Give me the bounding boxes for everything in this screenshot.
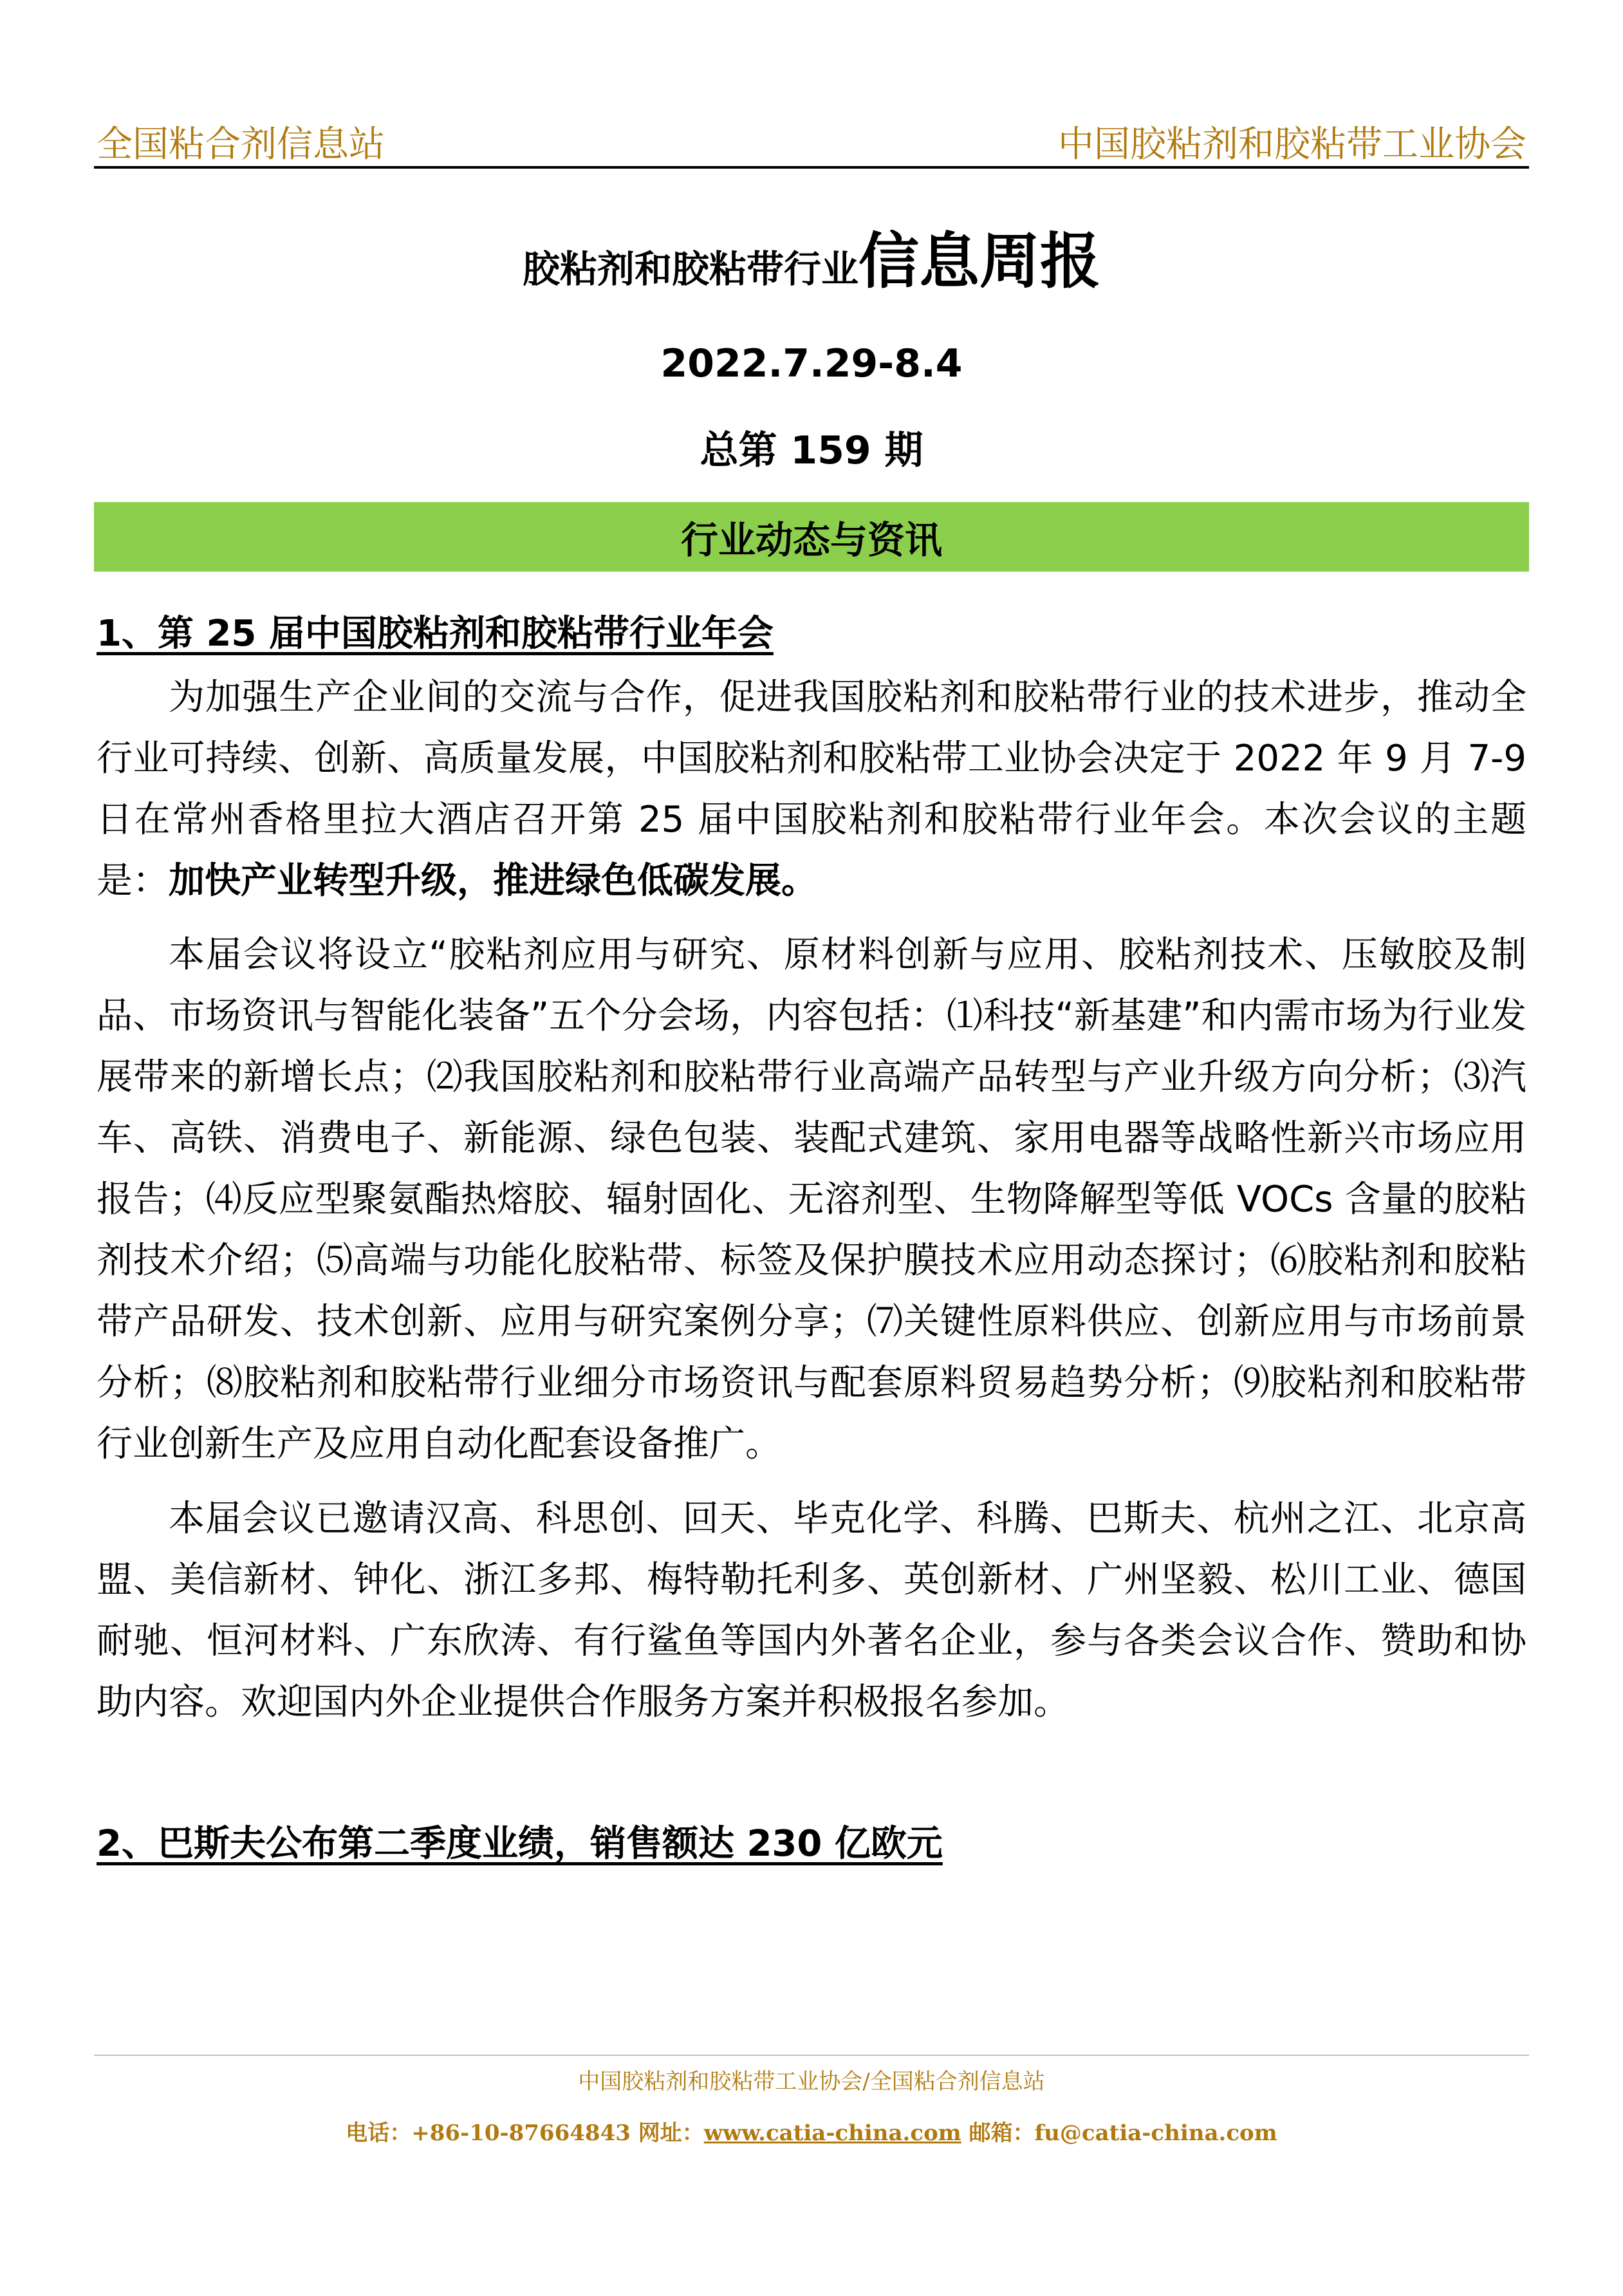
footer-contact — [0, 2115, 1623, 2147]
article1-paragraph1-text: 为加强生产企业间的交流与合作，促进我国胶粘剂和胶粘带行业的技术进步，推动全行业可持续、创新、高质量发展，中国胶粘剂和胶粘带工业协会决定于 2022 年 9 月 7-9 日在常州香格里拉大酒店召开第 25 届中国胶粘剂和胶粘带行业年会。本次会议的主题是： — [97, 677, 1526, 902]
issue-date: 2022.7.29-8.4 — [660, 341, 963, 386]
footer-email[interactable]: fu@catia-china.com — [1034, 2120, 1277, 2146]
article1-paragraph2: 本届会议将设立“胶粘剂应用与研究、原材料创新与应用、胶粘剂技术、压敏胶及制品、市场资讯与智能化装备”五个分会场，内容包括：⑴科技“新基建”和内需市场为行业发展带来的新增长点；⑵我国胶粘剂和胶粘带行业高端产品转型与产业升级方向分析；⑶汽车、高铁、消费电子、新能源、绿色包装、装配式建筑、家用电器等战略性新兴市场应用报告；⑷反应型聚氨酯热熔胶、辐射固化、无溶剂型、生物降解型等低 VOCs 含量的胶粘剂技术介绍；⑸高端与功能化胶粘带、标签及保护膜技术应用动态探讨；⑹胶粘剂和胶粘带产品研发、技术创新、应用与研究案例分享；⑺关键性原料供应、创新应用与市场前景分析；⑻胶粘剂和胶粘带行业细分市场资讯与配套原料贸易趋势分析；⑼胶粘剂和胶粘带行业创新生产及应用自动化配套设备推广。 — [97, 934, 1526, 1465]
section-band — [94, 502, 1529, 572]
header-rule — [94, 166, 1529, 169]
footer-phone-label: 电话： — [346, 2120, 412, 2146]
title-part1: 胶粘剂和胶粘带行业 — [522, 247, 858, 291]
article1-paragraph3: 本届会议已邀请汉高、科思创、回天、毕克化学、科腾、巴斯夫、杭州之江、北京高盟、美信新材、钟化、浙江多邦、梅特勒托利多、英创新材、广州坚毅、松川工业、德国耐驰、恒河材料、广东欣涛、有行鲨鱼等国内外著名企业，参与各类会议合作、赞助和协助内容。欢迎国内外企业提供合作服务方案并积极报名参加。 — [97, 1498, 1526, 1723]
footer-website-link[interactable]: www.catia-china.com — [703, 2120, 961, 2146]
footer-organization: 中国胶粘剂和胶粘带工业协会/全国粘合剂信息站 — [578, 2069, 1045, 2095]
header-right-association-name: 中国胶粘剂和胶粘带工业协会 — [1058, 124, 1526, 165]
issue-number: 总第 159 期 — [700, 428, 923, 473]
title-part2: 信息周报 — [858, 227, 1101, 297]
article1-paragraph1-bold: 加快产业转型升级，推进绿色低碳发展。 — [169, 860, 817, 902]
page-title — [0, 212, 1623, 299]
article2-heading: 2、巴斯夫公布第二季度业绩，销售额达 230 亿欧元 — [97, 1823, 943, 1865]
footer-web-label: 网址： — [638, 2120, 704, 2146]
footer-rule — [94, 2055, 1529, 2056]
article1-paragraph1 — [97, 667, 1526, 911]
footer-phone: +86-10-87664843 — [411, 2120, 631, 2146]
article1-heading: 1、第 25 届中国胶粘剂和胶粘带行业年会 — [97, 613, 774, 655]
footer-email-label: 邮箱： — [969, 2120, 1035, 2146]
header-left-site-name: 全国粘合剂信息站 — [97, 124, 385, 165]
section-label: 行业动态与资讯 — [680, 518, 942, 562]
